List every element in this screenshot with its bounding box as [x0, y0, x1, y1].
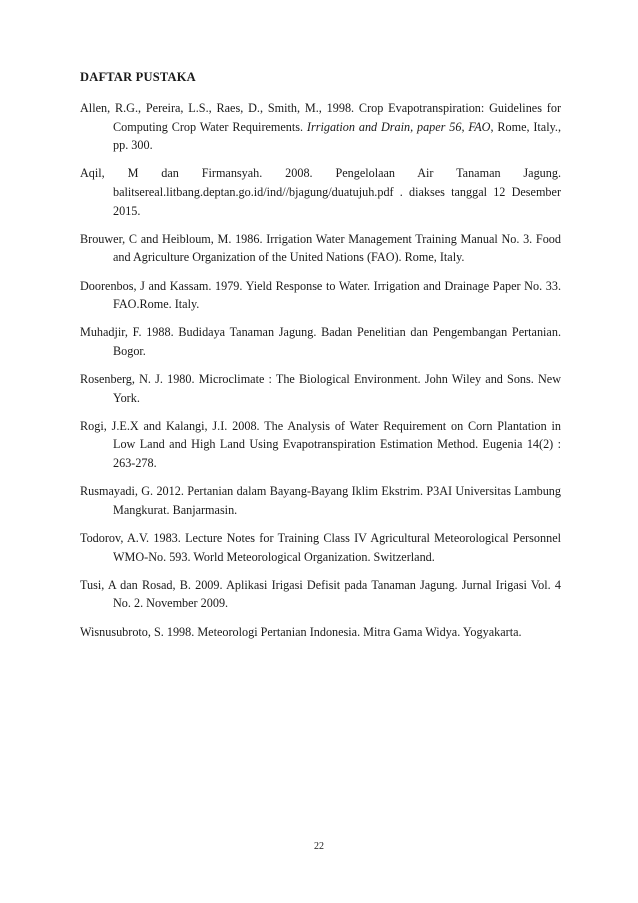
reference-text: Allen, R.G., Pereira, L.S., Raes, D., Smith, M., 1998. Crop Evapotranspiration: Guidelines for Computing Crop Water Requirements. [80, 101, 561, 134]
reference-text: Todorov, A.V. 1983. Lecture Notes for Training Class IV Agricultural Meteorological Personnel WMO-No. 593. World Meteorological Organization. Switzerland. [80, 531, 561, 564]
reference-text: Brouwer, C and Heibloum, M. 1986. Irrigation Water Management Training Manual No. 3. Food and Agriculture Organization of the United Nations (FAO). Rome, Italy. [80, 231, 561, 265]
reference-text: Muhadjir, F. 1988. Budidaya Tanaman Jagung. Badan Penelitian dan Pengembangan Pertanian. Bogor. [80, 325, 561, 358]
reference-entry [80, 417, 561, 473]
reference-text: Wisnusubroto, S. 1998. Meteorologi Pertanian Indonesia. Mitra Gama Widya. Yogyakarta. [80, 624, 522, 639]
reference-text: Rusmayadi, G. 2012. Pertanian dalam Bayang-Bayang Iklim Ekstrim. P3AI Universitas Lambung Mangkurat. Banjarmasin. [80, 484, 561, 517]
reference-entry [80, 529, 561, 566]
reference-text: Tusi, A dan Rosad, B. 2009. Aplikasi Irigasi Defisit pada Tanaman Jagung. Jurnal Irigasi Vol. 4 No. 2. November 2009. [80, 577, 561, 611]
reference-text-end: , Rome, Italy., pp. 300. [113, 119, 562, 153]
reference-entry [80, 99, 561, 155]
reference-entry [80, 370, 561, 407]
reference-entry [80, 576, 561, 613]
reference-text: Aqil, M dan Firmansyah. 2008. Pengelolaan Air Tanaman Jagung. balitsereal.litbang.deptan.go.id/ind//bjagung/duatujuh.pdf . diakses tanggal 12 Desember 2015. [80, 166, 561, 218]
reference-entry [80, 277, 561, 314]
reference-text: Rogi, J.E.X and Kalangi, J.I. 2008. The Analysis of Water Requirement on Corn Plantation in Low Land and High Land Using Evapotranspiration Estimation Method. Eugenia 14(2) : 263-278. [80, 418, 561, 471]
document-page [80, 70, 561, 651]
reference-entry [80, 230, 561, 267]
reference-entry [80, 623, 561, 642]
reference-text: Doorenbos, J and Kassam. 1979. Yield Response to Water. Irrigation and Drainage Paper No. 33. FAO.Rome. Italy. [80, 278, 561, 312]
page-number: 22 [314, 841, 324, 852]
reference-entry [80, 164, 561, 220]
reference-italic-text: Irrigation and Drain, paper 56, FAO [306, 119, 491, 134]
reference-entry [80, 323, 561, 360]
reference-entry [80, 482, 561, 519]
reference-list [80, 99, 561, 641]
section-heading: DAFTAR PUSTAKA [80, 70, 196, 84]
reference-text: Rosenberg, N. J. 1980. Microclimate : The Biological Environment. John Wiley and Sons. New York. [80, 372, 561, 405]
